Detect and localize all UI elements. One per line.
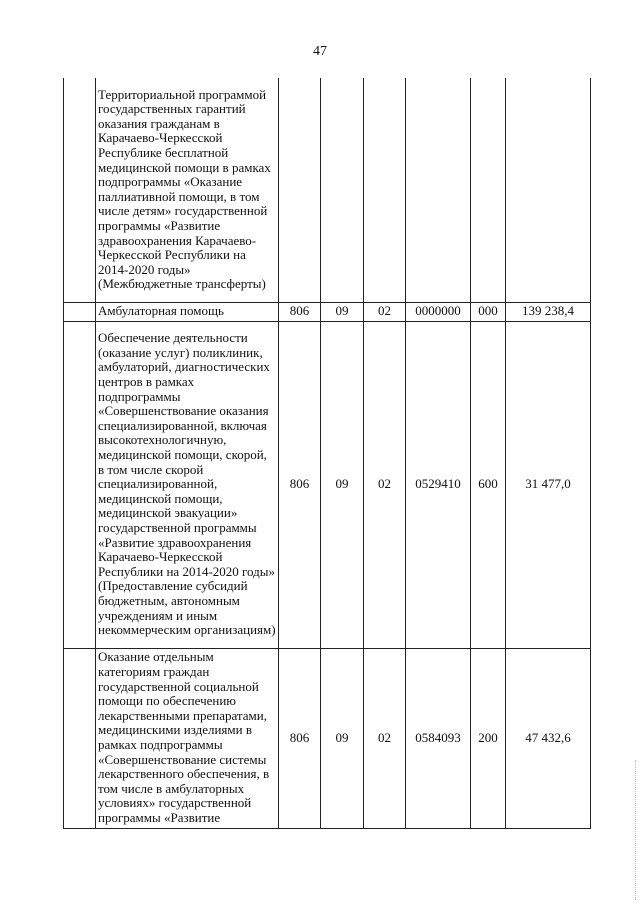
scan-edge-marks (627, 760, 636, 900)
table-row (64, 321, 591, 648)
ministry-code-cell: 806 (279, 321, 321, 648)
amount-cell (506, 78, 591, 302)
expense-type-cell: 200 (471, 648, 506, 828)
table-row (64, 302, 591, 321)
amount-cell: 31 477,0 (506, 321, 591, 648)
target-article-cell: 0529410 (406, 321, 471, 648)
subsection-code-cell: 02 (364, 648, 406, 828)
description-cell: Обеспечение деятельности (оказание услуг) поликлиник, амбулаторий, диагностических центров в рамках подпрограммы «Совершенствование оказания специализированной, включая высокотехнологичную, медицинской помощи, скорой, в том числе скорой специализированной, медицинской помощи, медицинской эвакуации» государственной программы «Развитие здравоохранения Карачаево-Черкесской Республики на 2014-2020 годы» (Предоставление субсидий бюджетным, автономным учреждениям и иным некоммерческим организациям) (96, 321, 279, 648)
subsection-code-cell (364, 78, 406, 302)
budget-table (63, 78, 591, 829)
row-number-cell (64, 648, 96, 828)
expense-type-cell: 000 (471, 302, 506, 321)
row-number-cell (64, 302, 96, 321)
amount-cell: 47 432,6 (506, 648, 591, 828)
amount-cell: 139 238,4 (506, 302, 591, 321)
page-number: 47 (313, 44, 327, 59)
expense-type-cell: 600 (471, 321, 506, 648)
ministry-code-cell (279, 78, 321, 302)
table-row (64, 78, 591, 302)
target-article-cell: 0584093 (406, 648, 471, 828)
table-row (64, 648, 591, 828)
section-code-cell: 09 (321, 302, 364, 321)
subsection-code-cell: 02 (364, 302, 406, 321)
row-number-cell (64, 78, 96, 302)
target-article-cell: 0000000 (406, 302, 471, 321)
section-code-cell: 09 (321, 321, 364, 648)
description-cell: Территориальной программой государственных гарантий оказания гражданам в Карачаево-Черкесской Республике бесплатной медицинской помощи в рамках подпрограммы «Оказание паллиативной помощи, в том числе детям» государственной программы «Развитие здравоохранения Карачаево-Черкесской Республики на 2014-2020 годы» (Межбюджетные трансферты) (96, 78, 279, 302)
section-code-cell (321, 78, 364, 302)
description-cell: Амбулаторная помощь (96, 302, 279, 321)
ministry-code-cell: 806 (279, 648, 321, 828)
ministry-code-cell: 806 (279, 302, 321, 321)
target-article-cell (406, 78, 471, 302)
row-number-cell (64, 321, 96, 648)
description-cell: Оказание отдельным категориям граждан государственной социальной помощи по обеспечению лекарственными препаратами, медицинскими изделиями в рамках подпрограммы «Совершенствование системы лекарственного обеспечения, в том числе в амбулаторных условиях» государственной программы «Развитие (96, 648, 279, 828)
section-code-cell: 09 (321, 648, 364, 828)
subsection-code-cell: 02 (364, 321, 406, 648)
expense-type-cell (471, 78, 506, 302)
